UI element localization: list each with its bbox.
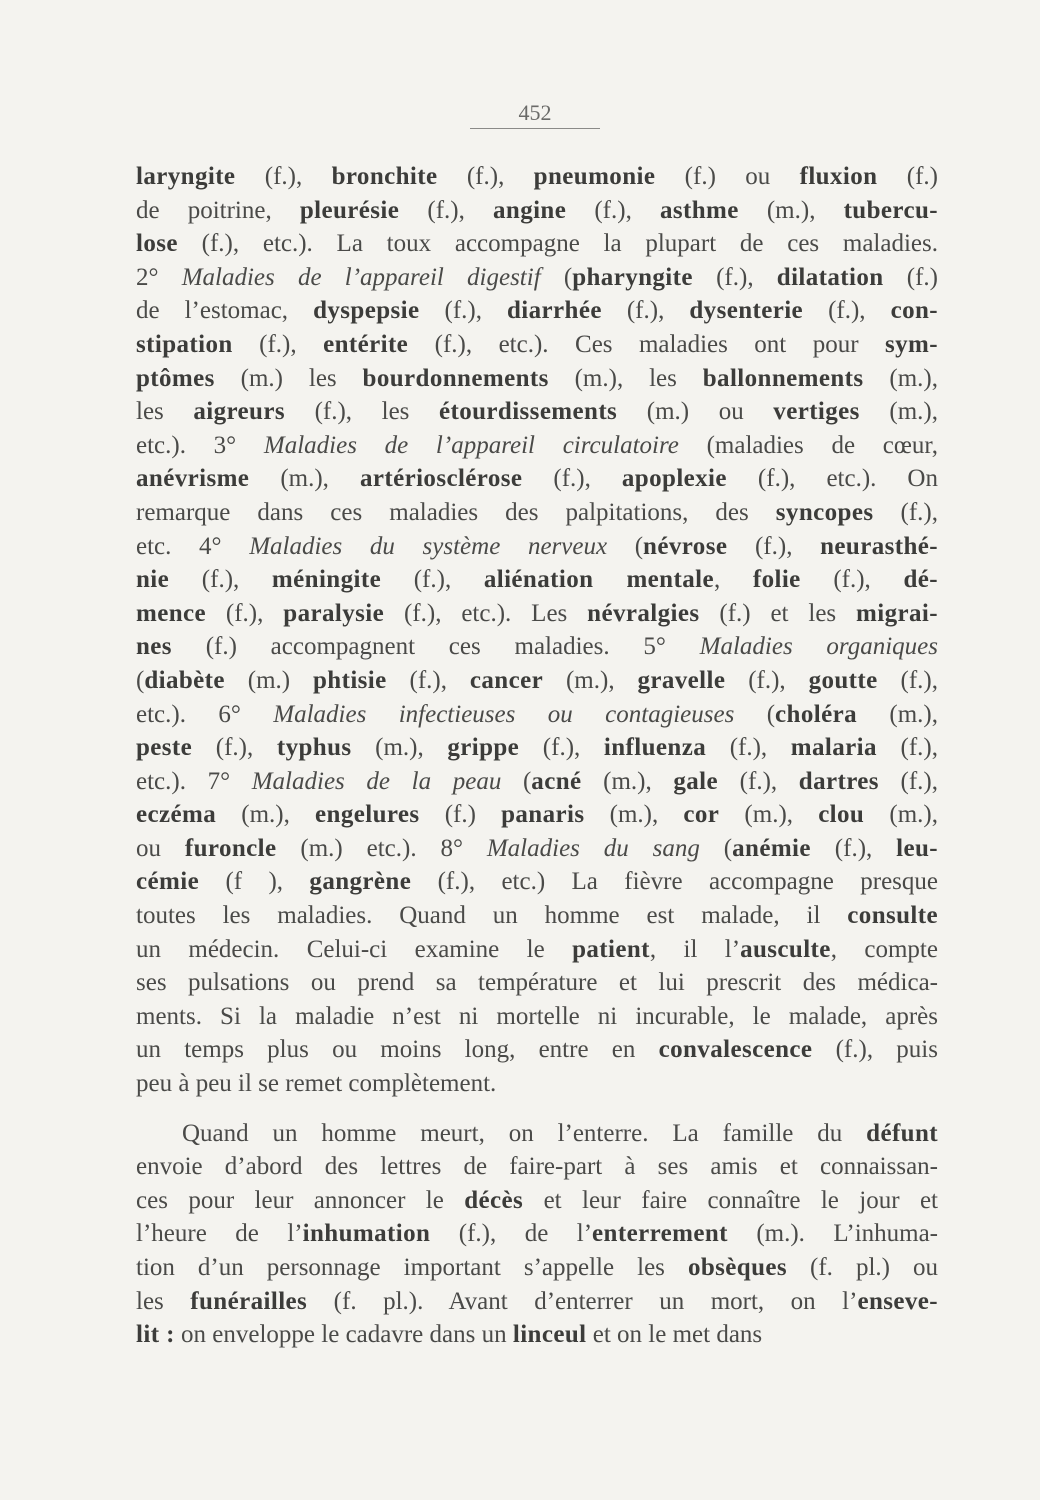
text-run: (m.), <box>719 801 819 829</box>
text-run: on enveloppe le cadavre dans un <box>174 1321 513 1349</box>
bold-term: cancer <box>469 666 544 694</box>
text-run: ments. Si la maladie n’est ni mortelle ni incurable, le malade, après <box>136 1002 938 1030</box>
text-run: (f.), <box>878 767 938 795</box>
bold-term: névrose <box>643 532 728 560</box>
text-run: les <box>136 1287 191 1315</box>
text-line <box>136 160 938 194</box>
text-run: (f.), <box>381 566 484 594</box>
bold-term: malaria <box>790 734 877 762</box>
paragraph <box>136 1117 938 1352</box>
bold-term: patient <box>572 935 650 963</box>
text-run: (f.), <box>419 297 507 325</box>
text-run: ( <box>136 666 145 694</box>
text-line <box>136 865 938 899</box>
text-run: (f.), <box>519 734 604 762</box>
italic-heading: Maladies de l’appareil circulatoire <box>263 431 679 459</box>
text-run: (f.), <box>873 498 938 526</box>
text-line <box>136 1150 938 1184</box>
bold-term: artériosclérose <box>359 465 523 493</box>
text-run: tion d’un personnage important s’appelle les <box>136 1254 688 1281</box>
text-run: (f.) <box>877 163 938 190</box>
text-run: (f.), <box>810 834 897 862</box>
text-run: un temps plus ou moins long, entre en <box>136 1036 659 1064</box>
text-line <box>136 1251 938 1285</box>
text-run: (f.), <box>800 566 904 594</box>
bold-term: dyspepsie <box>313 297 420 325</box>
text-run: (f.), etc.). La toux accompagne la plupart de ces maladies. <box>177 230 938 258</box>
text-line <box>136 1117 938 1151</box>
italic-heading: Maladies de l’appareil digestif <box>181 263 541 291</box>
text-line <box>136 1033 938 1067</box>
bold-term: phtisie <box>313 666 387 694</box>
bold-term: folie <box>752 566 801 594</box>
bold-term: diarrhée <box>507 297 602 325</box>
bold-term: acné <box>531 767 582 795</box>
text-line <box>136 395 938 429</box>
text-run: toutes les maladies. Quand un homme est malade, il <box>136 902 848 930</box>
bold-term: furoncle <box>184 834 277 862</box>
bold-term: paralysie <box>283 599 385 627</box>
text-line <box>136 966 938 1000</box>
text-run: (maladies de cœur, <box>678 431 938 459</box>
italic-heading: Maladies du système nerveux <box>249 532 608 560</box>
text-line <box>136 630 938 664</box>
text-line <box>136 362 938 396</box>
text-run: remarque dans ces maladies des palpitations, des <box>136 498 776 526</box>
text-run: (f.), <box>718 767 799 795</box>
bold-term: funérailles <box>190 1287 308 1315</box>
text-run: (m.), <box>351 734 448 762</box>
bold-term: consulte <box>847 902 938 930</box>
text-run: , il l’ <box>649 935 741 963</box>
text-line <box>136 698 938 732</box>
body-text <box>136 160 938 1352</box>
text-run: ses pulsations ou prend sa température et lui prescrit des médica- <box>136 969 938 997</box>
text-run: (m.), <box>859 398 938 426</box>
bold-term: pneumonie <box>533 163 656 190</box>
text-line <box>136 731 938 765</box>
bold-term: typhus <box>276 734 352 762</box>
bold-term: convalescence <box>658 1036 813 1064</box>
italic-heading: Maladies du sang <box>486 834 700 862</box>
bold-term: bronchite <box>331 163 438 190</box>
bold-term: dysenterie <box>689 297 804 325</box>
text-run: (f.), <box>727 532 821 560</box>
bold-term: nes <box>136 633 172 661</box>
text-run: etc.). 7° <box>136 767 252 795</box>
bold-term: sym- <box>885 330 938 358</box>
text-run: (f.) ou <box>655 163 800 190</box>
text-line <box>136 899 938 933</box>
text-run: (f.), <box>803 297 891 325</box>
text-run: les <box>136 398 194 426</box>
text-run: (f.), puis <box>812 1036 938 1064</box>
text-line <box>136 933 938 967</box>
text-line <box>136 1285 938 1319</box>
text-run: ou <box>136 834 185 862</box>
bold-term: panaris <box>501 801 585 829</box>
text-run: , compte <box>830 935 938 963</box>
text-run: (f.), <box>601 297 690 325</box>
text-run: (f.), <box>206 599 284 627</box>
bold-term: migrai- <box>856 599 938 627</box>
text-run: (m.), <box>857 700 939 728</box>
text-run: (m.), <box>863 364 938 392</box>
bold-term: gravelle <box>637 666 726 694</box>
text-run: envoie d’abord des lettres de faire-part à ses amis et connaissan- <box>136 1153 938 1181</box>
text-line <box>136 597 938 631</box>
text-line <box>136 563 938 597</box>
text-run: (f.), <box>399 196 493 224</box>
bold-term: mence <box>136 599 207 627</box>
text-run: (f.), <box>725 666 809 694</box>
paragraph <box>136 160 938 1101</box>
bold-term: choléra <box>775 700 857 728</box>
bold-term: con- <box>890 297 939 325</box>
text-run: (m.), <box>216 801 316 829</box>
text-line <box>136 1067 938 1101</box>
bold-term: enterrement <box>592 1220 728 1248</box>
text-run: 2° <box>136 263 182 291</box>
text-run: (m.), <box>584 801 684 829</box>
text-run: (f.), <box>566 196 660 224</box>
text-line <box>136 1184 938 1218</box>
text-run: (m.) <box>224 666 313 694</box>
text-run: (f.), etc.). On <box>726 465 938 493</box>
text-line <box>136 798 938 832</box>
bold-term: linceul <box>512 1321 587 1349</box>
text-line <box>136 765 938 799</box>
text-run: (f.) accompagnent ces maladies. 5° <box>171 633 700 661</box>
text-run: (m.), <box>738 196 844 224</box>
text-run: ( <box>540 263 573 291</box>
bold-term: ptômes <box>136 364 215 392</box>
text-run: (f.), <box>192 734 277 762</box>
page-number-rule <box>470 128 600 129</box>
bold-term: ballonnements <box>702 364 864 392</box>
text-run: (f. pl.) ou <box>787 1254 938 1281</box>
text-run: (f.), <box>522 465 622 493</box>
text-run: un médecin. Celui-ci examine le <box>136 935 573 963</box>
text-run: (f.), <box>877 666 938 694</box>
bold-term: gangrène <box>309 868 412 896</box>
bold-term: cémie <box>136 868 200 896</box>
text-run: et leur faire connaître le jour et <box>523 1186 938 1214</box>
text-run: de l’estomac, <box>136 297 314 325</box>
text-run: , <box>713 566 753 594</box>
bold-term: dilatation <box>776 263 884 291</box>
bold-term: bourdonnements <box>362 364 549 392</box>
bold-term: dé- <box>903 566 938 594</box>
bold-term: clou <box>818 801 865 829</box>
text-run: Quand un homme meurt, on l’enterre. La famille du <box>182 1119 867 1147</box>
bold-term: lose <box>136 230 178 258</box>
bold-term: méningite <box>271 566 382 594</box>
text-line <box>136 462 938 496</box>
text-run: (f.), <box>437 163 534 190</box>
bold-term: entérite <box>323 330 409 358</box>
text-line <box>136 294 938 328</box>
bold-term: tubercu- <box>843 196 938 224</box>
text-line <box>136 1000 938 1034</box>
text-run: (f.) <box>419 801 502 829</box>
text-line <box>136 496 938 530</box>
bold-term: anévrisme <box>136 465 250 493</box>
text-run: (m.) les <box>214 364 363 392</box>
text-run: peu à peu il se remet complètement. <box>136 1070 497 1098</box>
text-run: (f.), etc.). Les <box>384 599 588 627</box>
text-run: ces pour leur annoncer le <box>136 1186 465 1214</box>
text-run: (f.), <box>235 163 332 190</box>
text-run: etc. 4° <box>136 532 250 560</box>
text-line <box>136 1217 938 1251</box>
bold-term: anémie <box>732 834 811 862</box>
bold-term: pharyngite <box>572 263 693 291</box>
paragraph-gap <box>136 1101 938 1117</box>
text-run: (f.) et les <box>699 599 857 627</box>
text-run: ( <box>734 700 776 728</box>
text-run: (f.), de l’ <box>430 1220 593 1248</box>
bold-term: laryngite <box>136 163 236 190</box>
text-run: ( <box>607 532 644 560</box>
text-run: (m.) etc.). 8° <box>276 834 487 862</box>
text-line <box>136 530 938 564</box>
bold-term: dartres <box>798 767 879 795</box>
text-run: (m.). L’inhuma- <box>727 1220 939 1248</box>
text-run: de poitrine, <box>136 196 300 224</box>
bold-term: aigreurs <box>193 398 285 426</box>
text-run: (m.), <box>581 767 674 795</box>
bold-term: obsèques <box>687 1254 787 1281</box>
bold-term: angine <box>492 196 567 224</box>
text-run: (f.), <box>706 734 791 762</box>
bold-term: neurasthé- <box>820 532 938 560</box>
text-line <box>136 194 938 228</box>
text-run: l’heure de l’ <box>136 1220 303 1248</box>
text-run: (f ), <box>199 868 310 896</box>
bold-term: étourdissements <box>438 398 618 426</box>
text-run: (f.), <box>876 734 938 762</box>
bold-term: vertiges <box>773 398 860 426</box>
text-run: (f.), <box>232 330 324 358</box>
bold-term: goutte <box>808 666 878 694</box>
page-number: 452 <box>518 100 552 125</box>
bold-term: diabète <box>144 666 225 694</box>
italic-heading: Maladies infectieuses ou contagieuses <box>273 700 735 728</box>
text-run: (f.), etc.). Ces maladies ont pour <box>408 330 885 358</box>
bold-term: enseve- <box>857 1287 938 1315</box>
bold-term: ausculte <box>740 935 831 963</box>
text-run: (m.), les <box>548 364 703 392</box>
text-run: (f. pl.). Avant d’enterrer un mort, on l’ <box>307 1287 858 1315</box>
bold-term: leu- <box>896 834 939 862</box>
text-run: (f.), <box>386 666 470 694</box>
bold-term: inhumation <box>302 1220 431 1248</box>
italic-heading: Maladies organiques <box>699 633 938 661</box>
bold-term: cor <box>683 801 720 829</box>
text-line <box>136 227 938 261</box>
italic-heading: Maladies de la peau <box>251 767 502 795</box>
text-run: (m.), <box>864 801 938 829</box>
bold-term: lit : <box>136 1321 175 1349</box>
bold-term: nie <box>136 566 170 594</box>
bold-term: grippe <box>447 734 520 762</box>
text-run: et on le met dans <box>586 1321 763 1349</box>
text-run: (f.), <box>169 566 272 594</box>
bold-term: peste <box>136 734 193 762</box>
bold-term: névralgies <box>587 599 700 627</box>
text-run: etc.). 3° <box>136 431 264 459</box>
bold-term: défunt <box>866 1119 938 1147</box>
text-run: (m.) ou <box>617 398 774 426</box>
text-run: (m.), <box>249 465 360 493</box>
bold-term: engelures <box>315 801 420 829</box>
text-line <box>136 1318 938 1352</box>
text-run: (m.), <box>543 666 638 694</box>
bold-term: gale <box>673 767 719 795</box>
text-line <box>136 429 938 463</box>
bold-term: fluxion <box>799 163 878 190</box>
bold-term: apoplexie <box>621 465 727 493</box>
text-run: ( <box>501 767 532 795</box>
text-run: (f.), les <box>284 398 439 426</box>
text-line <box>136 261 938 295</box>
bold-term: aliénation mentale <box>483 566 714 594</box>
bold-term: asthme <box>659 196 739 224</box>
bold-term: pleurésie <box>299 196 400 224</box>
text-line <box>136 328 938 362</box>
bold-term: eczéma <box>136 801 217 829</box>
bold-term: stipation <box>136 330 233 358</box>
text-run: (f.) <box>883 263 939 291</box>
text-run: (f.), etc.) La fièvre accompagne presque <box>411 868 938 896</box>
bold-term: influenza <box>603 734 707 762</box>
text-run: ( <box>699 834 733 862</box>
text-run: etc.). 6° <box>136 700 274 728</box>
text-line <box>136 664 938 698</box>
text-run: (f.), <box>692 263 777 291</box>
bold-term: syncopes <box>775 498 874 526</box>
bold-term: décès <box>464 1186 524 1214</box>
text-line <box>136 832 938 866</box>
